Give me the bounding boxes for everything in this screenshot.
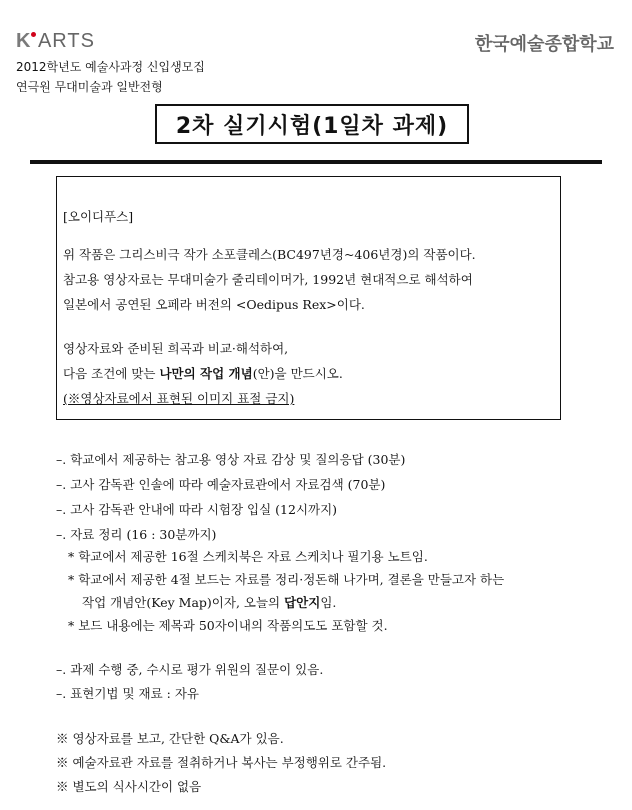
karts-logo <box>16 30 95 53</box>
logo-red-dot <box>31 32 36 37</box>
box-para-1: 위 작품은 그리스비극 작가 소포클레스(BC497년경~406년경)의 작품이다. <box>63 247 476 262</box>
note-1: * 학교에서 제공한 16절 스케치북은 자료 스케치나 필기용 노트임. <box>68 549 428 564</box>
note-3-bold: 답안지 <box>284 595 321 610</box>
list-item: –. 자료 정리 (16 : 30분까지) <box>56 527 217 542</box>
list-item: –. 과제 수행 중, 수시로 평가 위원의 질문이 있음. <box>56 662 324 677</box>
list-item: –. 학교에서 제공하는 참고용 영상 자료 감상 및 질의응답 (30분) <box>56 452 406 467</box>
school-name: 한국예술종합학교 <box>474 34 614 55</box>
list-item: –. 고사 감독관 안내에 따라 시험장 입실 (12시까지) <box>56 502 338 517</box>
box-para-5-post: (안)을 만드시오. <box>252 366 343 381</box>
note-3 <box>82 593 336 611</box>
box-para-3: 일본에서 공연된 오페라 버전의 <Oedipus Rex>이다. <box>63 297 365 312</box>
box-para-5-pre: 다음 조건에 맞는 <box>63 366 160 381</box>
box-para-5 <box>63 364 343 382</box>
list-item: –. 표현기법 및 재료 : 자유 <box>56 686 199 701</box>
divider <box>30 160 602 164</box>
note-2: * 학교에서 제공한 4절 보드는 자료를 정리·정돈해 나가며, 결론을 만들고자 하는 <box>68 572 505 587</box>
box-para-5-bold: 나만의 작업 개념 <box>159 366 253 381</box>
logo-arts: ARTS <box>37 30 95 52</box>
box-para-4: 영상자료와 준비된 희곡과 비교·해석하여, <box>63 341 289 356</box>
list-item: –. 고사 감독관 인솔에 따라 예술자료관에서 자료검색 (70분) <box>56 477 386 492</box>
remark: ※ 별도의 식사시간이 없음 <box>56 779 202 794</box>
note-3-post: 임. <box>320 595 337 610</box>
box-para-2: 참고용 영상자료는 무대미술가 줄리테이머가, 1992년 현대적으로 해석하여 <box>63 272 473 287</box>
box-para-6: (※영상자료에서 표현된 이미지 표절 금지) <box>63 391 295 406</box>
admission-year: 2012학년도 예술사과정 신입생모집 <box>16 60 205 74</box>
department: 연극원 무대미술과 일반전형 <box>16 80 163 94</box>
note-3-pre: 작업 개념안(Key Map)이자, 오늘의 <box>82 595 285 610</box>
box-heading: [오이디푸스] <box>63 209 134 224</box>
remark: ※ 예술자료관 자료를 절취하거나 복사는 부정행위로 간주됨. <box>56 755 387 770</box>
logo-k: K <box>16 30 31 52</box>
note-4: * 보드 내용에는 제목과 50자이내의 작품의도도 포함할 것. <box>68 618 388 633</box>
remark: ※ 영상자료를 보고, 간단한 Q&A가 있음. <box>56 731 284 746</box>
task-box <box>56 176 561 420</box>
page-title: 2차 실기시험(1일차 과제) <box>155 104 469 144</box>
